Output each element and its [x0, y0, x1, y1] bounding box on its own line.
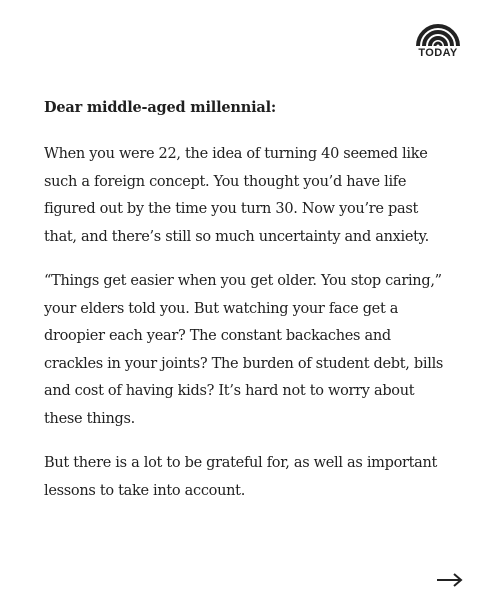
paragraph-2: “Things get easier when you get older. You stop caring,” your elders told you. But watching your face get a droopier each year? The constant backaches and crackles in your joints? The burden of student debt, bills and cost of having kids? It’s hard not to worry about these things.	[44, 273, 444, 427]
today-logo[interactable]	[414, 22, 464, 58]
paragraph-1: When you were 22, the idea of turning 40 seemed like such a foreign concept. You thought you’d have life figured out by the time you turn 30. Now you’re past that, and there’s still so much uncertainty and anxiety.	[44, 146, 429, 245]
paragraph-3: But there is a lot to be grateful for, as well as important lessons to take into account.	[44, 455, 438, 499]
article-body	[44, 97, 450, 522]
rainbow-arcs-icon	[414, 22, 462, 46]
greeting-heading: Dear middle-aged millennial:	[44, 99, 277, 116]
next-page-button[interactable]	[436, 572, 464, 588]
logo-text: TODAY	[418, 47, 458, 59]
arrow-right-icon	[436, 572, 464, 588]
